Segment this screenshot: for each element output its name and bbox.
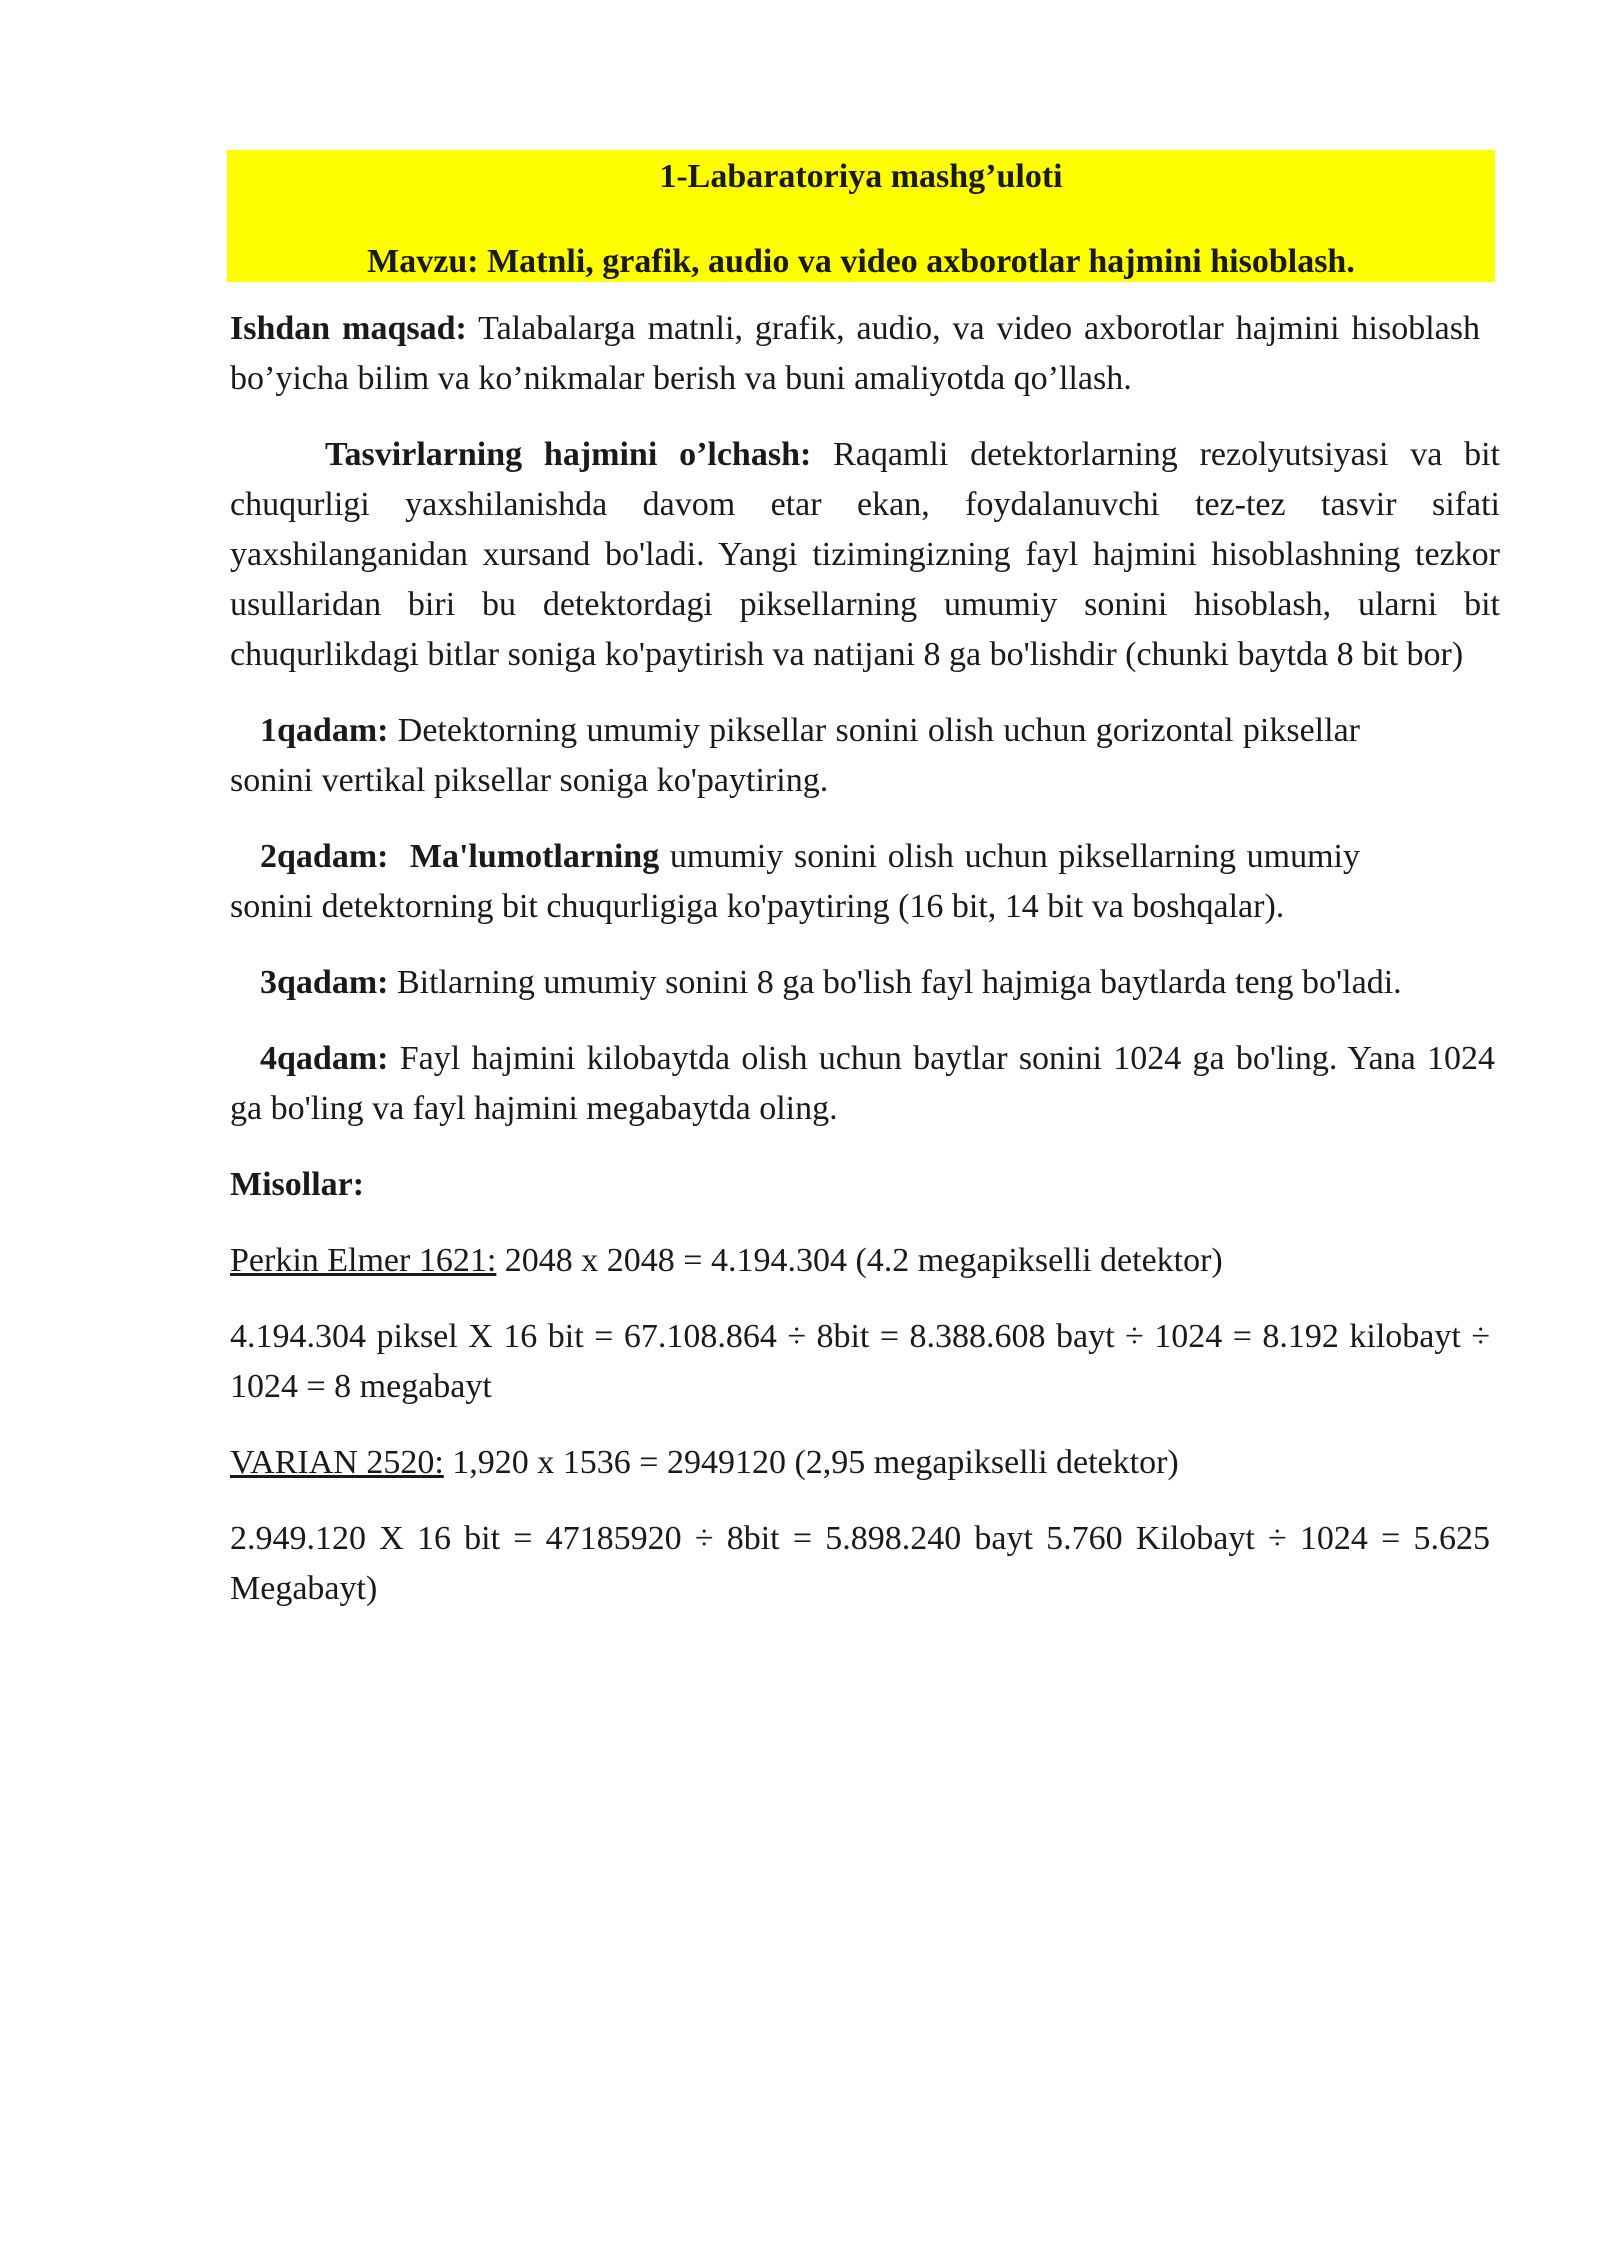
step-2-text: umumiy sonini olish uchun piksellarning umumiy sonini detektorning bit chuqurligiga ko'paytiring (16 bit, 14 bit va boshqalar). [230, 838, 1360, 925]
document-body [230, 150, 1500, 1614]
measure-text: Raqamli detektorlarning rezolyutsiyasi va bit chuqurligi yaxshilanishda davom etar ekan, foydalanuvchi tez-tez tasvir sifati yaxshilanganidan xursand bo'ladi. Yangi tizimingizning fayl hajmini hisoblashning tezkor usullaridan biri bu detektordagi piksellarning umumiy sonini hisoblash, ularni bit chuqurlikdagi bitlar soniga ko'paytirish va natijani 8 ga bo'lishdir (chunki baytda 8 bit bor) [230, 436, 1501, 673]
step-2-paragraph [230, 832, 1360, 932]
example-3 [230, 1438, 1490, 1488]
step-1-paragraph [230, 706, 1360, 806]
step-3-paragraph [230, 958, 1415, 1008]
step-1-label: 1qadam: [260, 712, 389, 749]
example-4-text: 2.949.120 X 16 bit = 47185920 ÷ 8bit = 5.898.240 bayt 5.760 Kilobayt ÷ 1024 = 5.625 Megabayt) [230, 1520, 1490, 1607]
examples-heading: Misollar: [230, 1166, 365, 1203]
step-4-label: 4qadam: [260, 1040, 389, 1077]
step-2-bold-term: Ma'lumotlarning [388, 838, 660, 875]
lab-title: 1-Labaratoriya mashg’uloti [659, 158, 1063, 195]
example-1-device: Perkin Elmer 1621: [230, 1242, 497, 1279]
measure-paragraph [230, 430, 1500, 680]
goal-text: Talabalarga matnli, grafik, audio, va video axborotlar hajmini hisoblash bo’yicha bilim va ko’nikmalar berish va buni amaliyotda qo’llash. [230, 310, 1480, 397]
example-1-text: 2048 x 2048 = 4.194.304 (4.2 megapikselli detektor) [496, 1242, 1223, 1279]
example-3-text: 1,920 x 1536 = 2949120 (2,95 megapikselli detektor) [443, 1444, 1179, 1481]
example-2 [230, 1312, 1490, 1412]
step-1-text: Detektorning umumiy piksellar sonini olish uchun gorizontal piksellar sonini vertikal piksellar soniga ko'paytiring. [230, 712, 1360, 799]
goal-label: Ishdan maqsad: [230, 310, 467, 347]
step-4-paragraph [230, 1034, 1495, 1134]
example-1 [230, 1236, 1490, 1286]
example-4 [230, 1514, 1490, 1614]
step-4-text: Fayl hajmini kilobaytda olish uchun baytlar sonini 1024 ga bo'ling. Yana 1024 ga bo'ling va fayl hajmini megabaytda oling. [230, 1040, 1495, 1127]
example-2-text: 4.194.304 piksel X 16 bit = 67.108.864 ÷ 8bit = 8.388.608 bayt ÷ 1024 = 8.192 kilobayt ÷ 1024 = 8 megabayt [230, 1318, 1490, 1405]
step-3-text: Bitlarning umumiy sonini 8 ga bo'lish fayl hajmiga baytlarda teng bo'ladi. [388, 964, 1402, 1001]
goal-paragraph [230, 304, 1480, 404]
title-highlight-block [227, 150, 1495, 282]
example-3-device: VARIAN 2520: [230, 1444, 444, 1481]
measure-label: Tasvirlarning hajmini o’lchash: [325, 436, 812, 473]
step-3-label: 3qadam: [260, 964, 389, 1001]
subject-title: Mavzu: Matnli, grafik, audio va video axborotlar hajmini hisoblash. [367, 243, 1355, 280]
step-2-label: 2qadam: [260, 838, 389, 875]
